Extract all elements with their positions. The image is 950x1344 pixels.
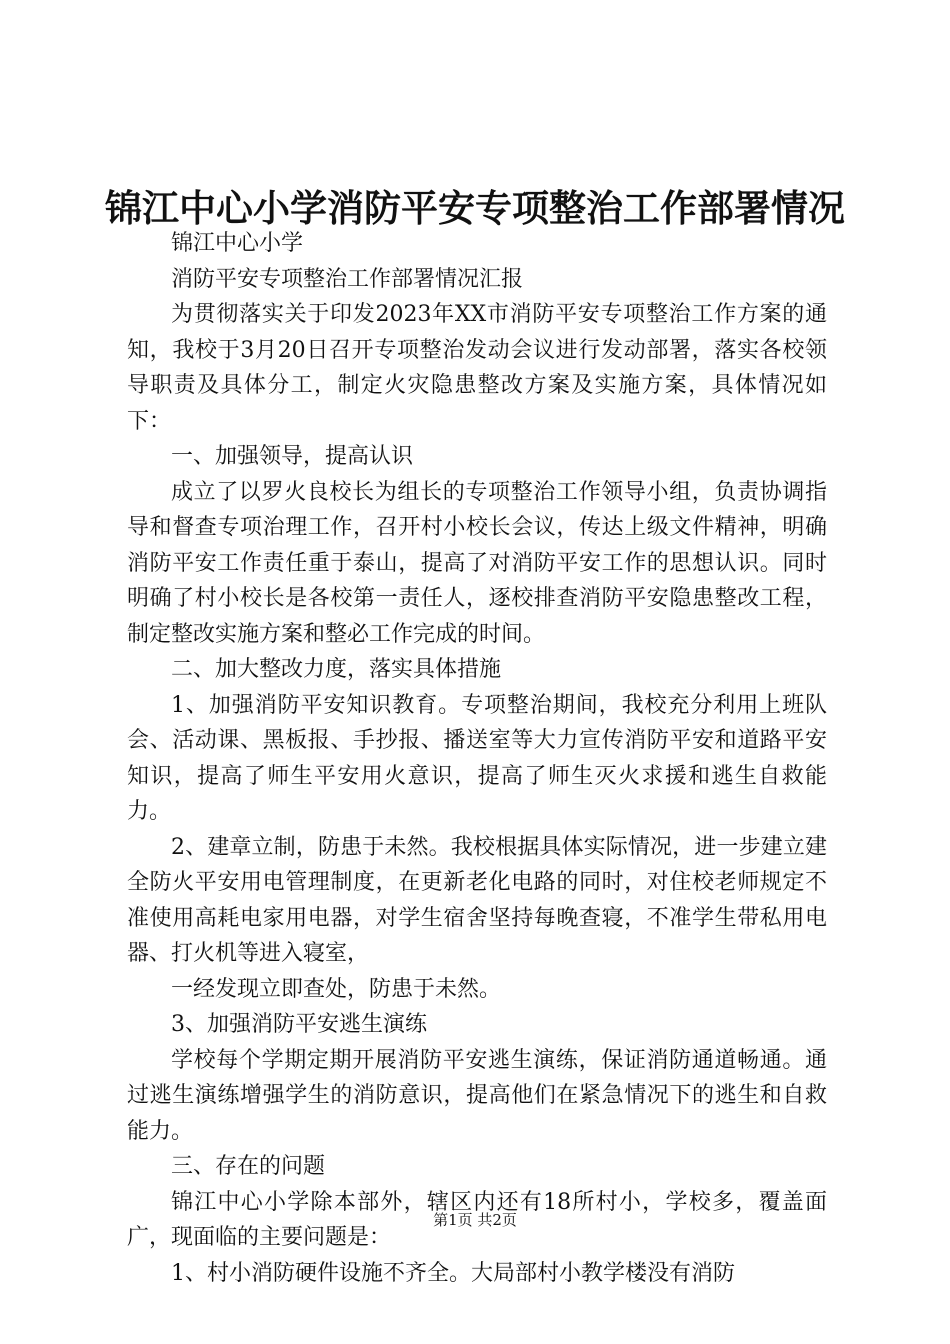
paragraph-drill: 学校每个学期定期开展消防平安逃生演练，保证消防通道畅通。通过逃生演练增强学生的消防意识，提高他们在紧急情况下的逃生和自救能力。 [127, 1047, 827, 1144]
paragraph-school-name: 锦江中心小学 [171, 231, 304, 256]
paragraph-problem-1: 1、村小消防硬件设施不齐全。大局部村小教学楼没有消防 [171, 1260, 735, 1286]
paragraph-regulations: 2、建章立制，防患于未然。我校根据具体实际情况，进一步建立建全防火平安用电管理制度，在更新老化电路的同时，对住校老师规定不准使用高耗电家用电器，对学生宿舍坚持每晚查寝，不准学生带私用电器、打火机等进入寝室， [127, 834, 827, 966]
section-heading-2: 二、加大整改力度，落实具体措施 [171, 657, 502, 682]
paragraph-problems-intro: 锦江中心小学除本部外，辖区内还有18所村小，学校多，覆盖面广，现面临的主要问题是： [127, 1189, 827, 1250]
paragraph-intro: 为贯彻落实关于印发2023年XX市消防平安专项整治工作方案的通知，我校于3月20日召开专项整治发动会议进行发动部署，落实各校领导职责及具体分工，制定火灾隐患整改方案及实施方案，具体情况如下： [127, 302, 827, 434]
paragraph-education: 1、加强消防平安知识教育。专项整治期间，我校充分利用上班队会、活动课、黑板报、手抄报、播送室等大力宣传消防平安和道路平安知识，提高了师生平安用火意识，提高了师生灭火求援和逃生自救能力。 [127, 692, 827, 824]
paragraph-report-title: 消防平安专项整治工作部署情况汇报 [171, 266, 524, 292]
page-footer: 第1页 共2页 [433, 1211, 517, 1229]
document-title: 锦江中心小学消防平安专项整治工作部署情况 [105, 186, 845, 230]
document-body [127, 226, 827, 1291]
section-heading-3: 三、存在的问题 [171, 1154, 326, 1179]
paragraph-leadership: 成立了以罗火良校长为组长的专项整治工作领导小组，负责协调指导和督查专项治理工作，召开村小校长会议，传达上级文件精神，明确消防平安工作责任重于泰山，提高了对消防平安工作的思想认识。同时明确了村小校长是各校第一责任人，逐校排查消防平安隐患整改工程，制定整改实施方案和整必工作完成的时间。 [127, 479, 827, 647]
subheading-drill: 3、加强消防平安逃生演练 [171, 1012, 427, 1037]
paragraph-prevention: 一经发现立即查处，防患于未然。 [171, 976, 502, 1002]
section-heading-1: 一、加强领导，提高认识 [171, 444, 414, 469]
